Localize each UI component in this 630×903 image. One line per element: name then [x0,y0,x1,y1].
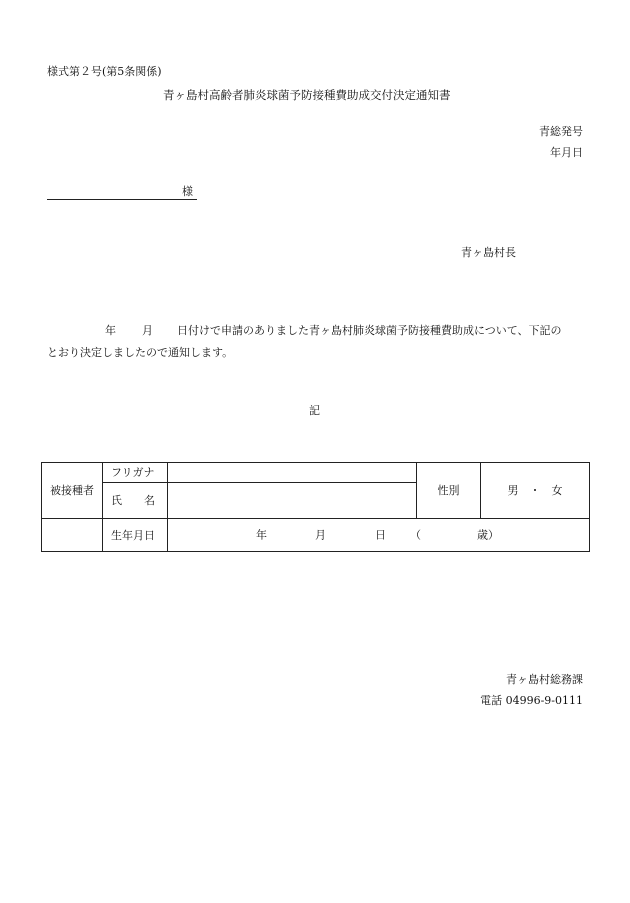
dob-month-unit: 月 [315,528,326,542]
form-number: 様式第２号(第5条関係) [47,65,162,78]
gender-label: 性別 [417,463,481,519]
body-date-year: 年 [105,324,116,337]
recipient-group-label: 被接種者 [42,463,103,519]
name-field [168,483,417,519]
dob-year-unit: 年 [256,528,267,542]
body-line-2: とおり決定しましたので通知します。 [47,346,234,359]
group-label-continuation [42,519,103,552]
recipient-name-line [47,199,197,200]
issue-date: 年月日 [550,146,583,159]
issuer-name: 青ヶ島村長 [461,246,516,259]
furigana-field [168,463,417,483]
dob-field [168,519,590,552]
name-label: 氏 名 [103,483,168,519]
footer-department: 青ヶ島村総務課 [506,673,583,686]
footer-phone: 電話 04996-9-0111 [480,694,583,707]
dob-age-unit: 歳） [477,528,499,542]
document-title: 青ヶ島村高齢者肺炎球菌予防接種費助成交付決定通知書 [163,88,451,102]
dob-day-unit: 日 [375,528,386,542]
dob-paren-open: （ [410,528,421,542]
furigana-label: フリガナ [103,463,168,483]
gender-options: 男 ・ 女 [481,463,590,519]
recipient-honorific: 様 [182,185,193,198]
body-date-month: 月 [142,324,153,337]
recipient-info-table [41,462,590,552]
document-number: 青総発号 [539,125,583,138]
note-heading: 記 [309,404,320,417]
dob-label: 生年月日 [103,519,168,552]
body-line-1: 日付けで申請のありました青ヶ島村肺炎球菌予防接種費助成について、下記の [177,324,562,337]
